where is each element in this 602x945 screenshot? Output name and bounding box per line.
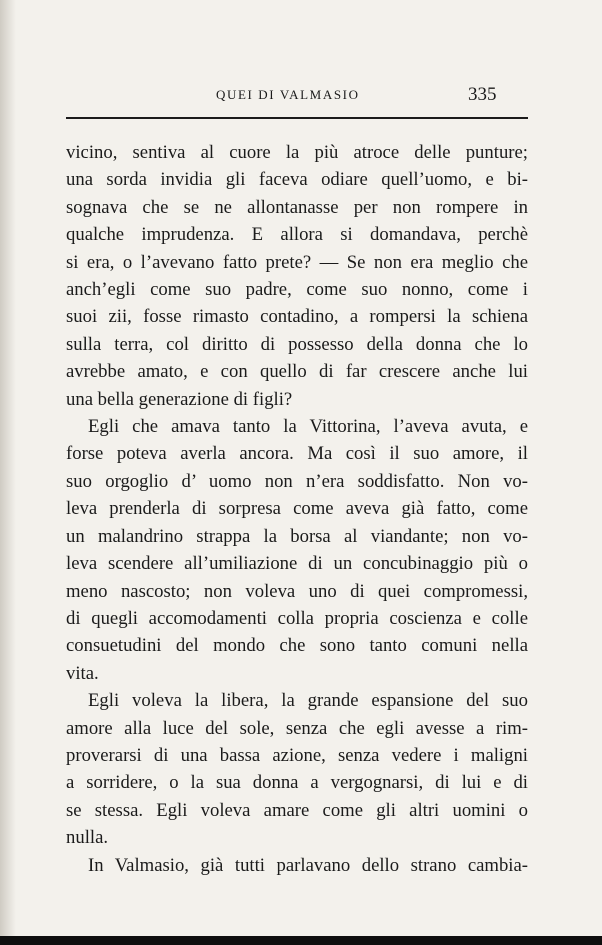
text-line: amore alla luce del sole, senza che egli avesse a rim-	[66, 717, 528, 739]
text-line: sognava che se ne allontanasse per non rompere in	[66, 196, 528, 218]
text-line: qualche imprudenza. E allora si domandava, perchè	[66, 224, 528, 246]
text-line: di quegli accomodamenti colla propria coscienza e colle	[66, 607, 528, 629]
text-line: consuetudini del mondo che sono tanto comuni nella	[66, 635, 528, 657]
text-line: un malandrino strappa la borsa al viandante; non vo-	[66, 525, 528, 547]
paragraph	[66, 413, 528, 687]
text-line: suo orgoglio d’ uomo non n’era soddisfatto. Non vo-	[66, 470, 528, 492]
text-line: nulla.	[66, 827, 109, 849]
page-header	[0, 84, 602, 108]
text-line: Egli che amava tanto la Vittorina, l’aveva avuta, e	[88, 416, 528, 438]
text-line: a sorridere, o la sua donna a vergognarsi, di lui e di	[66, 772, 528, 794]
running-title: QUEI DI VALMASIO	[216, 87, 360, 102]
text-line: proverarsi di una bassa azione, senza vedere i maligni	[66, 744, 528, 766]
text-line: se stessa. Egli voleva amare come gli altri uomini o	[66, 799, 528, 821]
text-line: In Valmasio, già tutti parlavano dello strano cambia-	[88, 854, 528, 876]
text-line: leva prenderla di sorpresa come aveva già fatto, come	[66, 498, 528, 520]
scan-bottom-edge	[0, 936, 602, 945]
text-line: Egli voleva la libera, la grande espansione del suo	[88, 690, 528, 712]
text-line: anch’egli come suo padre, come suo nonno, come i	[66, 279, 528, 301]
text-line: si era, o l’avevano fatto prete? — Se non era meglio che	[66, 251, 528, 273]
body-text	[66, 139, 528, 879]
page-number: 335	[468, 84, 497, 105]
paragraph	[66, 852, 528, 879]
text-line: meno nascosto; non voleva uno di quei compromessi,	[66, 580, 528, 602]
text-line: avrebbe amato, e con quello di far crescere anche lui	[66, 361, 528, 383]
text-line: sulla terra, col diritto di possesso della donna che lo	[66, 333, 528, 355]
text-line: suoi zii, fosse rimasto contadino, a rompersi la schiena	[66, 306, 528, 328]
page-gutter-shadow	[0, 0, 16, 945]
text-line: vita.	[66, 662, 99, 684]
text-line: leva scendere all’umiliazione di un concubinaggio più o	[66, 553, 528, 575]
paragraph	[66, 139, 528, 413]
text-line: vicino, sentiva al cuore la più atroce delle punture;	[66, 142, 528, 163]
text-line: forse poteva averla ancora. Ma così il suo amore, il	[66, 443, 528, 465]
text-line: una sorda invidia gli faceva odiare quell’uomo, e bi-	[66, 169, 528, 191]
paragraph	[66, 687, 528, 851]
header-rule	[66, 117, 528, 119]
text-line: una bella generazione di figli?	[66, 388, 293, 410]
